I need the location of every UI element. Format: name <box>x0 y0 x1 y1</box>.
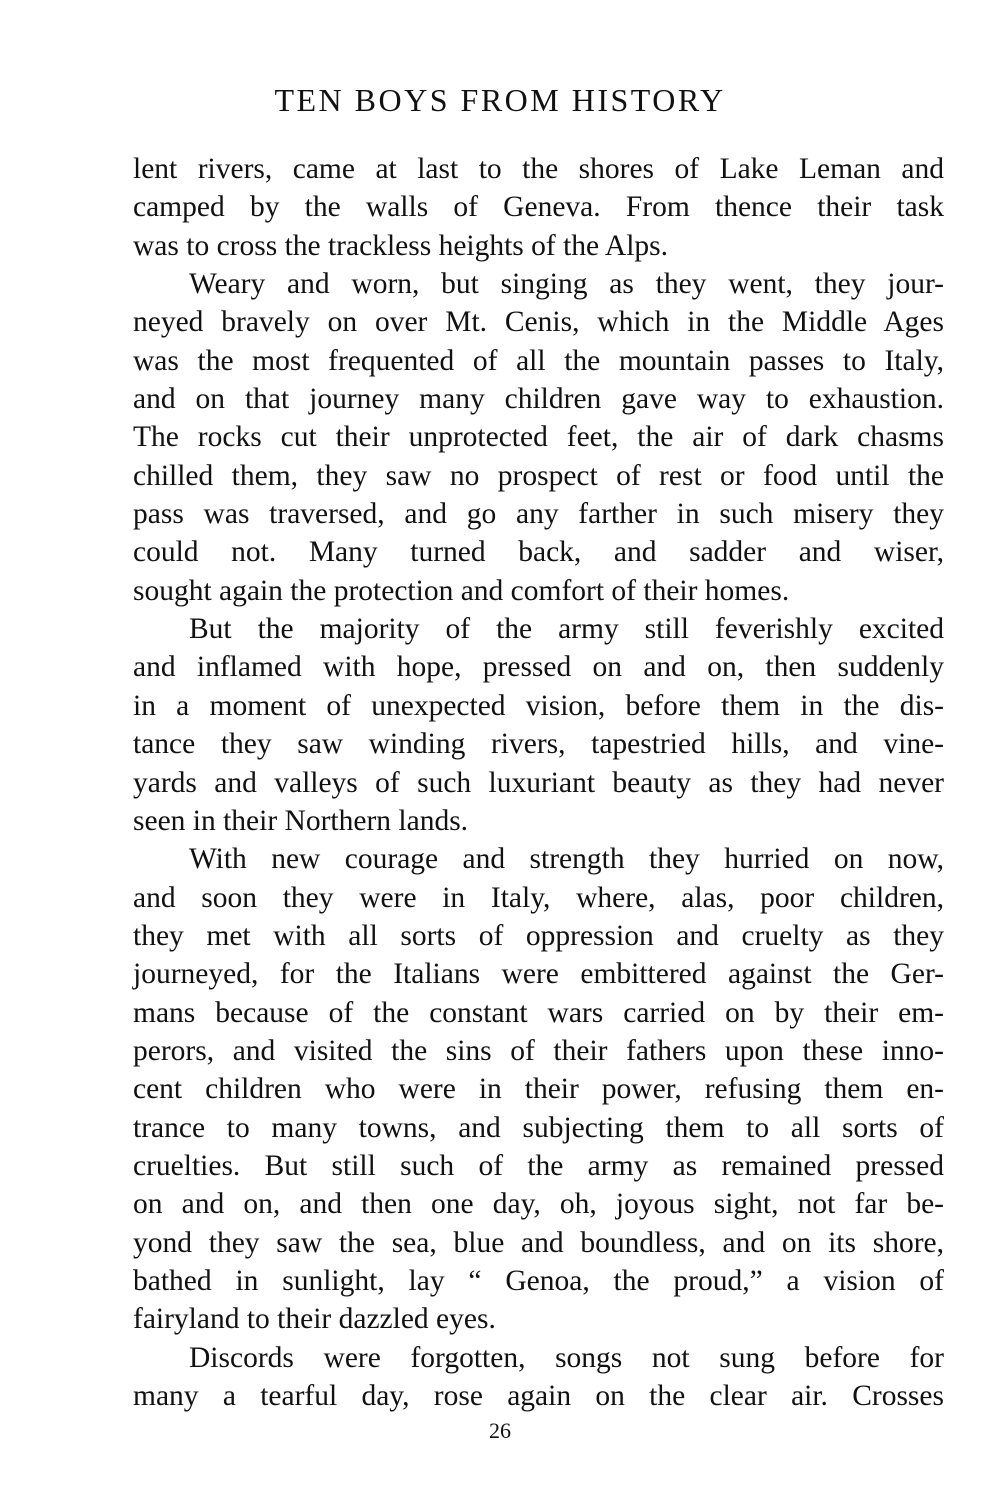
text-line: was the most frequented of all the mountain passes to Italy, <box>133 344 944 377</box>
text-line: on and on, and then one day, oh, joyous sight, not far be- <box>133 1188 944 1221</box>
text-line: cruelties. But still such of the army as remained pressed <box>133 1149 944 1182</box>
text-line: yards and valleys of such luxuriant beauty as they had never <box>133 766 944 799</box>
text-line: and on that journey many children gave way to exhaustion. <box>133 383 944 416</box>
text-line: perors, and visited the sins of their fathers upon these inno- <box>133 1034 944 1067</box>
text-line: With new courage and strength they hurried on now, <box>189 843 944 876</box>
text-line: fairyland to their dazzled eyes. <box>133 1303 496 1336</box>
text-line: chilled them, they saw no prospect of rest or food until the <box>133 459 944 492</box>
text-line: pass was traversed, and go any farther in such misery they <box>133 498 944 531</box>
text-line: neyed bravely on over Mt. Cenis, which in the Middle Ages <box>133 306 944 339</box>
text-line: seen in their Northern lands. <box>133 804 469 837</box>
text-line: and inflamed with hope, pressed on and on, then suddenly <box>133 651 944 684</box>
text-line: camped by the walls of Geneva. From thence their task <box>133 191 944 224</box>
text-line: was to cross the trackless heights of the Alps. <box>133 229 669 262</box>
text-line: Discords were forgotten, songs not sung before for <box>189 1341 944 1374</box>
text-line: bathed in sunlight, lay “ Genoa, the proud,” a vision of <box>133 1264 944 1297</box>
text-line: in a moment of unexpected vision, before them in the dis- <box>133 689 944 722</box>
text-line: they met with all sorts of oppression and cruelty as they <box>133 919 944 952</box>
text-line: cent children who were in their power, refusing them en- <box>133 1073 944 1106</box>
text-line: yond they saw the sea, blue and boundless, and on its shore, <box>133 1226 944 1259</box>
text-line: many a tearful day, rose again on the clear air. Crosses <box>133 1380 944 1412</box>
text-line: tance they saw winding rivers, tapestried hills, and vine- <box>133 728 944 761</box>
text-line: The rocks cut their unprotected feet, the air of dark chasms <box>133 421 944 454</box>
text-line: mans because of the constant wars carried on by their em- <box>133 996 944 1029</box>
running-head: TEN BOYS FROM HISTORY <box>274 82 726 118</box>
text-line: journeyed, for the Italians were embittered against the Ger- <box>133 958 944 991</box>
text-line: lent rivers, came at last to the shores of Lake Leman and <box>133 153 944 185</box>
text-line: sought again the protection and comfort of their homes. <box>133 574 790 607</box>
body-text <box>133 150 944 1415</box>
text-line: trance to many towns, and subjecting them to all sorts of <box>133 1111 944 1144</box>
text-line: But the majority of the army still feverishly excited <box>189 613 944 646</box>
text-line: and soon they were in Italy, where, alas, poor children, <box>133 881 944 914</box>
text-line: Weary and worn, but singing as they went, they jour- <box>189 268 944 301</box>
page-number: 26 <box>489 1418 511 1443</box>
text-line: could not. Many turned back, and sadder and wiser, <box>133 536 944 569</box>
